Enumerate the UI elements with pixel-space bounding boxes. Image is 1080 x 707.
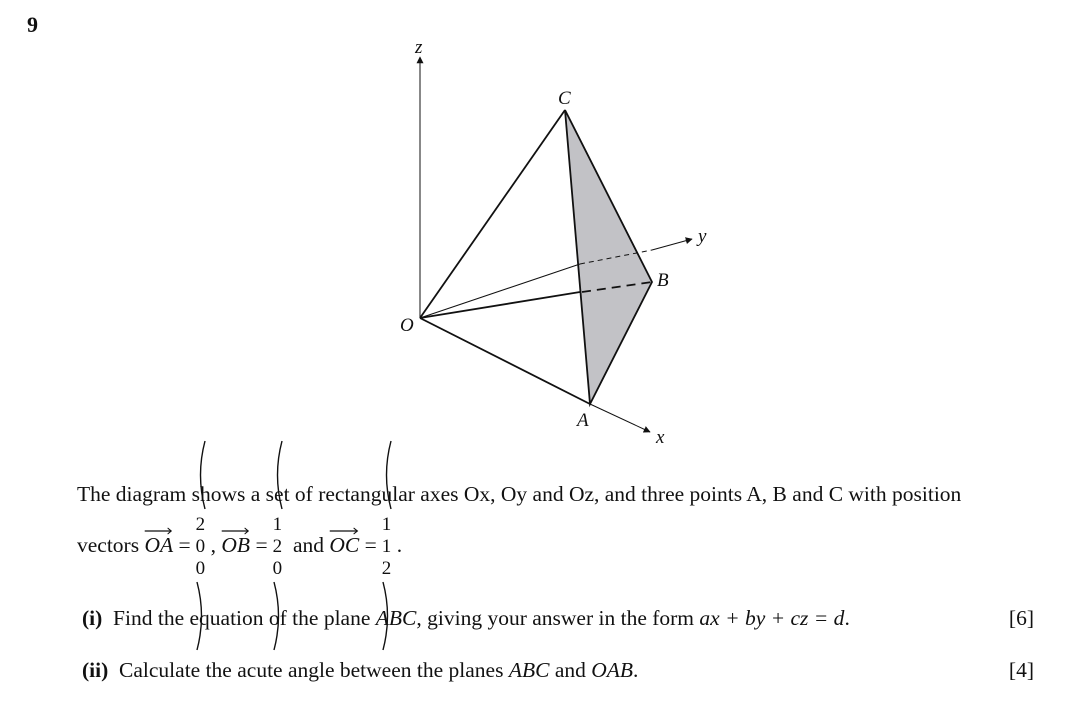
ob-component: 1: [272, 513, 283, 535]
part-ii-text: Calculate the acute angle between the planes: [119, 658, 504, 682]
part-ii-marks: [4]: [1008, 658, 1034, 682]
part-i-plane: ABC: [375, 606, 417, 630]
label-x: x: [656, 427, 665, 448]
part-ii-label: (ii): [82, 658, 109, 682]
face-abc: [565, 110, 652, 404]
oa-component: 2: [195, 513, 206, 535]
label-a: A: [577, 410, 589, 431]
part-i-marks: [6]: [1008, 606, 1034, 630]
part-i-end: .: [844, 606, 850, 630]
ob-component: 0: [272, 557, 283, 579]
part-ii-plane2: OAB: [591, 658, 634, 682]
ob-component: 2: [272, 535, 283, 557]
label-b: B: [657, 270, 669, 291]
oc-component: 1: [381, 535, 392, 557]
equals-sign: =: [364, 532, 377, 557]
equals-sign: =: [178, 532, 191, 557]
part-ii: [82, 658, 638, 683]
comma: ,: [210, 532, 217, 557]
edge-oa: [420, 318, 590, 404]
vector-oc-label: OC: [329, 533, 359, 558]
question-number: 9: [27, 12, 38, 37]
part-ii-and: and: [554, 658, 586, 682]
vectors-word: vectors: [77, 532, 140, 557]
y-axis: [420, 264, 580, 318]
label-o: O: [400, 315, 414, 336]
intro-sentence: The diagram shows a set of rectangular axes Ox, Oy and Oz, and three points A, B and C with position: [77, 482, 962, 506]
vector-definitions: [77, 506, 402, 584]
edge-oc: [420, 110, 565, 318]
oa-component: 0: [195, 535, 206, 557]
part-i-form: ax + by + cz = d: [699, 606, 845, 630]
oa-component: 0: [195, 557, 206, 579]
y-axis-outer: [652, 239, 692, 250]
part-ii-plane1: ABC: [508, 658, 550, 682]
part-ii-end: .: [633, 658, 639, 682]
edge-ob-visible: [420, 292, 580, 318]
part-i-label: (i): [82, 606, 103, 630]
period: .: [396, 532, 403, 557]
label-c: C: [558, 88, 571, 109]
x-axis: [590, 404, 650, 432]
label-z: z: [415, 37, 423, 58]
label-y: y: [698, 226, 707, 247]
oc-component: 2: [381, 557, 392, 579]
part-i: [82, 606, 850, 631]
vector-oa-label: OA: [144, 533, 173, 558]
vector-ob-label: OB: [221, 533, 250, 558]
and-word: and: [292, 532, 325, 557]
part-i-text: Find the equation of the plane: [113, 606, 371, 630]
part-i-text-middle: , giving your answer in the form: [416, 606, 695, 630]
equals-sign: =: [255, 532, 268, 557]
oc-component: 1: [381, 513, 392, 535]
